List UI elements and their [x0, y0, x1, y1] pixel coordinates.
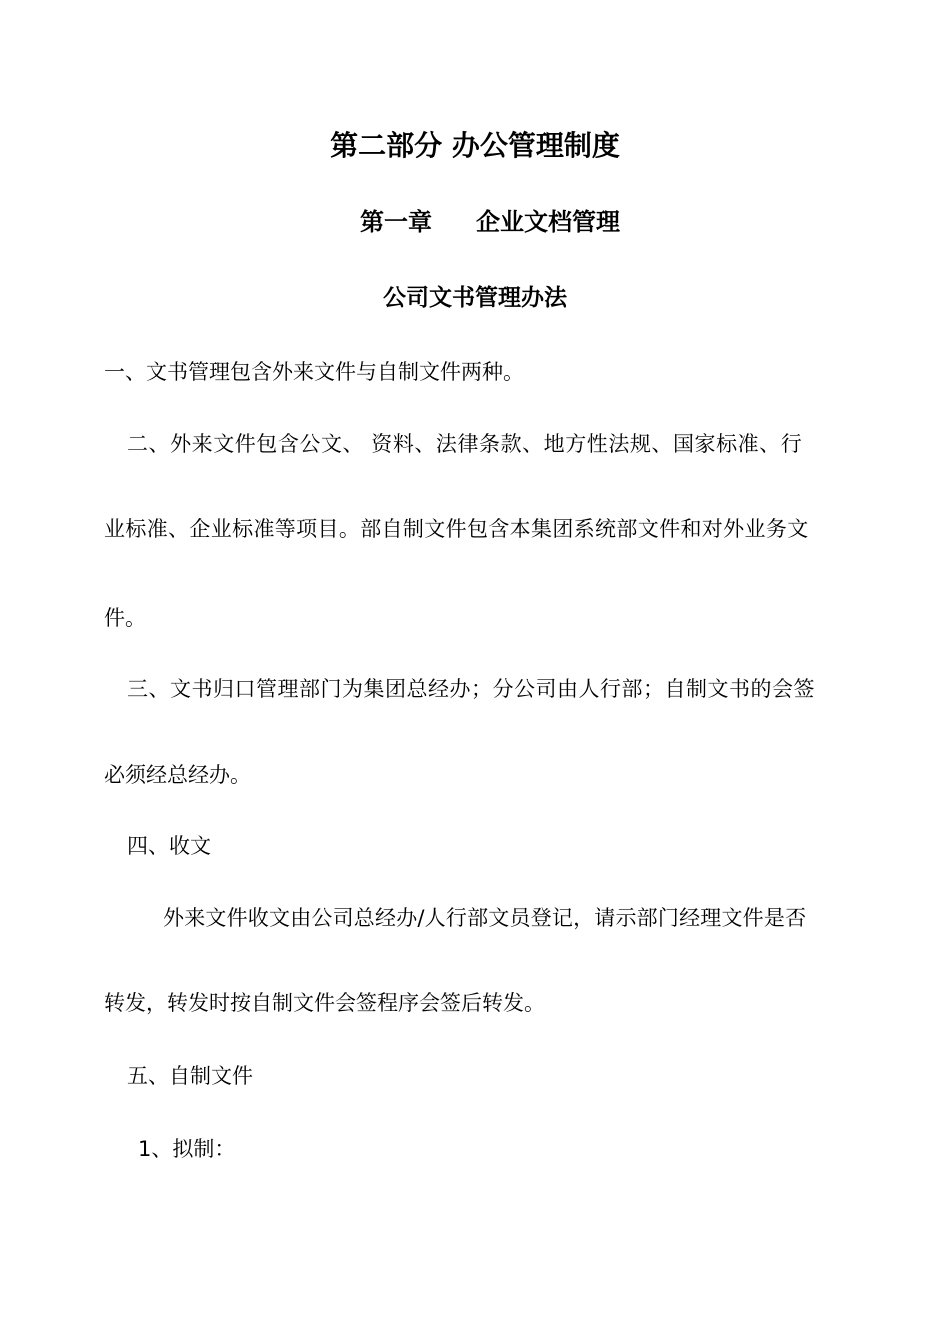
- sub-item-drafting: 1、拟制：: [138, 1137, 236, 1161]
- chapter-label: 第一章: [360, 208, 432, 236]
- paragraph-line-6: 必须经总经办。: [104, 763, 251, 787]
- paragraph-line-5: 三、文书归口管理部门为集团总经办；分公司由人行部；自制文书的会签: [127, 677, 815, 701]
- part-title: 第二部分 办公管理制度: [330, 129, 620, 162]
- section-title: 公司文书管理办法: [383, 285, 567, 311]
- paragraph-line-4: 件。: [104, 606, 146, 630]
- paragraph-line-8: 外来文件收文由公司总经办/人行部文员登记，请示部门经理文件是否: [163, 906, 807, 930]
- paragraph-line-3: 业标准、企业标准等项目。部自制文件包含本集团系统部文件和对外业务文: [104, 517, 809, 541]
- section-heading-self-made: 五、自制文件: [127, 1064, 253, 1088]
- paragraph-line-9: 转发，转发时按自制文件会签程序会签后转发。: [104, 991, 545, 1015]
- paragraph-line-2: 二、外来文件包含公文、 资料、法律条款、地方性法规、国家标准、行: [127, 432, 803, 456]
- chapter-title: 企业文档管理: [476, 208, 620, 236]
- chapter-heading: [0, 206, 950, 238]
- paragraph-line-1: 一、文书管理包含外来文件与自制文件两种。: [104, 360, 524, 384]
- section-heading-receive: 四、收文: [127, 834, 211, 858]
